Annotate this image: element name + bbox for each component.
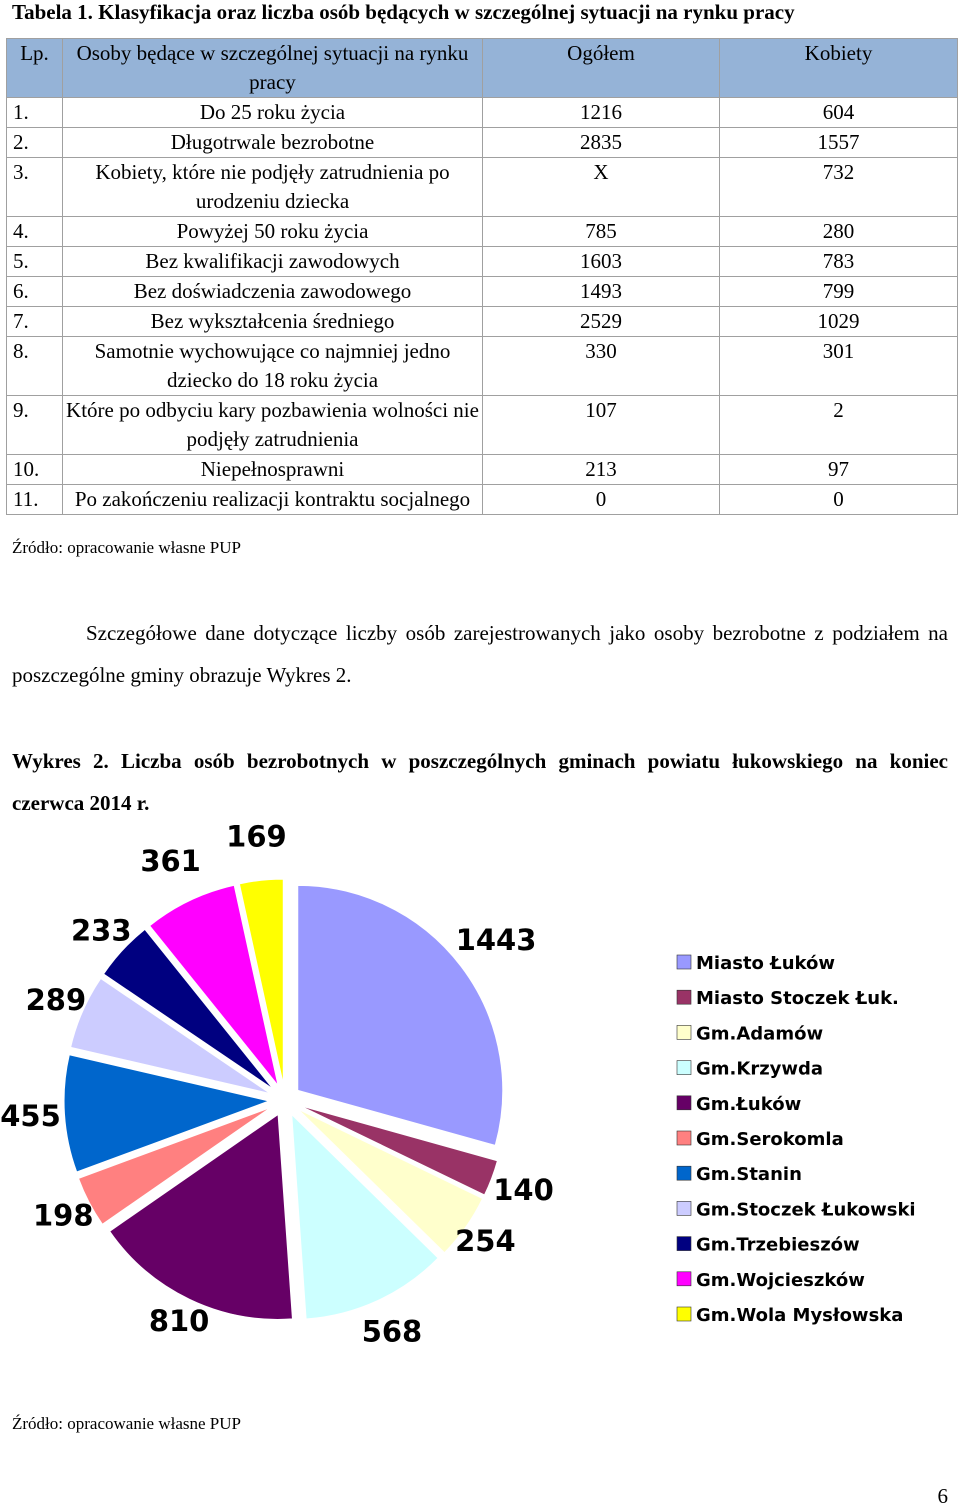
legend-label: Gm.Wojcieszków [696,1269,865,1291]
pie-data-label: 254 [455,1223,516,1258]
row-category: Samotnie wychowujące co najmniej jedno dziecko do 18 roku życia [63,337,483,396]
row-lp: 11. [7,485,63,515]
page-number: 6 [937,1484,948,1508]
row-lp: 6. [7,277,63,307]
legend-label: Gm.Serokomla [696,1129,844,1150]
table-row [7,158,958,217]
unemployment-category-table [6,38,958,515]
legend-swatch [677,955,691,969]
pie-data-label: 1443 [455,922,537,957]
row-total: 2529 [483,307,720,337]
row-total: 213 [483,455,720,485]
table-row [7,128,958,158]
table-row [7,485,958,515]
legend-swatch [677,1131,691,1145]
row-total: 1603 [483,247,720,277]
pie-data-label: 568 [361,1314,423,1349]
legend-swatch [677,1096,691,1110]
row-women: 0 [720,485,958,515]
row-women: 301 [720,337,958,396]
row-women: 1029 [720,307,958,337]
row-women: 97 [720,455,958,485]
legend-swatch [677,1272,691,1286]
row-category: Niepełnosprawni [63,455,483,485]
header-category: Osoby będące w szczególnej sytuacji na rynku pracy [63,39,483,98]
legend-label: Gm.Łuków [696,1093,802,1115]
table-header-row [7,39,958,98]
table-row [7,396,958,455]
row-total: 785 [483,217,720,247]
table-row [7,307,958,337]
legend-swatch [677,1201,691,1215]
row-women: 2 [720,396,958,455]
row-category: Powyżej 50 roku życia [63,217,483,247]
row-category: Po zakończeniu realizacji kontraktu socjalnego [63,485,483,515]
row-lp: 1. [7,98,63,128]
pie-data-label: 233 [70,913,132,948]
row-women: 783 [720,247,958,277]
table-row [7,98,958,128]
legend-label: Gm.Stanin [696,1164,802,1186]
body-paragraph: Szczegółowe dane dotyczące liczby osób zarejestrowanych jako osoby bezrobotne z podziałem na poszczególne gminy obrazuje Wykres 2. [12,621,948,687]
row-lp: 7. [7,307,63,337]
pie-data-label: 810 [148,1303,210,1338]
row-total: X [483,158,720,217]
legend-label: Gm.Wola Mysłowska [696,1305,904,1326]
table-row [7,277,958,307]
row-total: 1216 [483,98,720,128]
legend-swatch [677,1166,691,1180]
row-lp: 3. [7,158,63,217]
row-women: 732 [720,158,958,217]
row-women: 604 [720,98,958,128]
pie-data-label: 140 [493,1173,554,1208]
pie-data-label: 289 [25,982,87,1017]
table-row [7,337,958,396]
row-total: 1493 [483,277,720,307]
row-lp: 5. [7,247,63,277]
row-category: Bez doświadczenia zawodowego [63,277,483,307]
chart-legend [677,953,916,1326]
header-total: Ogółem [483,39,720,98]
legend-label: Miasto Stoczek Łuk. [696,988,899,1010]
row-lp: 4. [7,217,63,247]
legend-swatch [677,1307,691,1321]
row-total: 107 [483,396,720,455]
pie-data-label: 455 [0,1099,61,1134]
legend-swatch [677,990,691,1004]
pie-chart [0,819,960,1400]
row-women: 280 [720,217,958,247]
row-category: Długotrwale bezrobotne [63,128,483,158]
table-title: Tabela 1. Klasyfikacja oraz liczba osób będących w szczególnej sytuacji na rynku pracy [12,0,795,24]
row-category: Które po odbyciu kary pozbawienia wolności nie podjęły zatrudnienia [63,396,483,455]
pie-data-label: 198 [32,1198,94,1233]
row-women: 1557 [720,128,958,158]
row-total: 330 [483,337,720,396]
header-lp: Lp. [7,39,63,98]
legend-label: Gm.Stoczek Łukowski [696,1199,916,1221]
legend-label: Gm.Trzebieszów [696,1234,860,1256]
row-lp: 2. [7,128,63,158]
row-total: 0 [483,485,720,515]
row-lp: 8. [7,337,63,396]
row-category: Bez wykształcenia średniego [63,307,483,337]
row-total: 2835 [483,128,720,158]
table-row [7,247,958,277]
row-lp: 9. [7,396,63,455]
chart-source-note: Źródło: opracowanie własne PUP [12,1414,241,1433]
row-category: Kobiety, które nie podjęły zatrudnienia po urodzeniu dziecka [63,158,483,217]
legend-swatch [677,1025,691,1039]
table-row [7,455,958,485]
legend-label: Gm.Adamów [696,1023,824,1045]
row-lp: 10. [7,455,63,485]
table-source-note: Źródło: opracowanie własne PUP [12,538,241,557]
pie-data-label: 169 [226,819,287,854]
chart-title: Wykres 2. Liczba osób bezrobotnych w poszczególnych gminach powiatu łukowskiego na koniec czerwca 2014 r. [12,749,948,815]
header-women: Kobiety [720,39,958,98]
legend-swatch [677,1061,691,1075]
legend-label: Gm.Krzywda [696,1058,824,1080]
row-category: Do 25 roku życia [63,98,483,128]
pie-data-label: 361 [140,843,201,878]
row-women: 799 [720,277,958,307]
row-category: Bez kwalifikacji zawodowych [63,247,483,277]
legend-label: Miasto Łuków [696,953,836,974]
legend-swatch [677,1237,691,1251]
table-row [7,217,958,247]
